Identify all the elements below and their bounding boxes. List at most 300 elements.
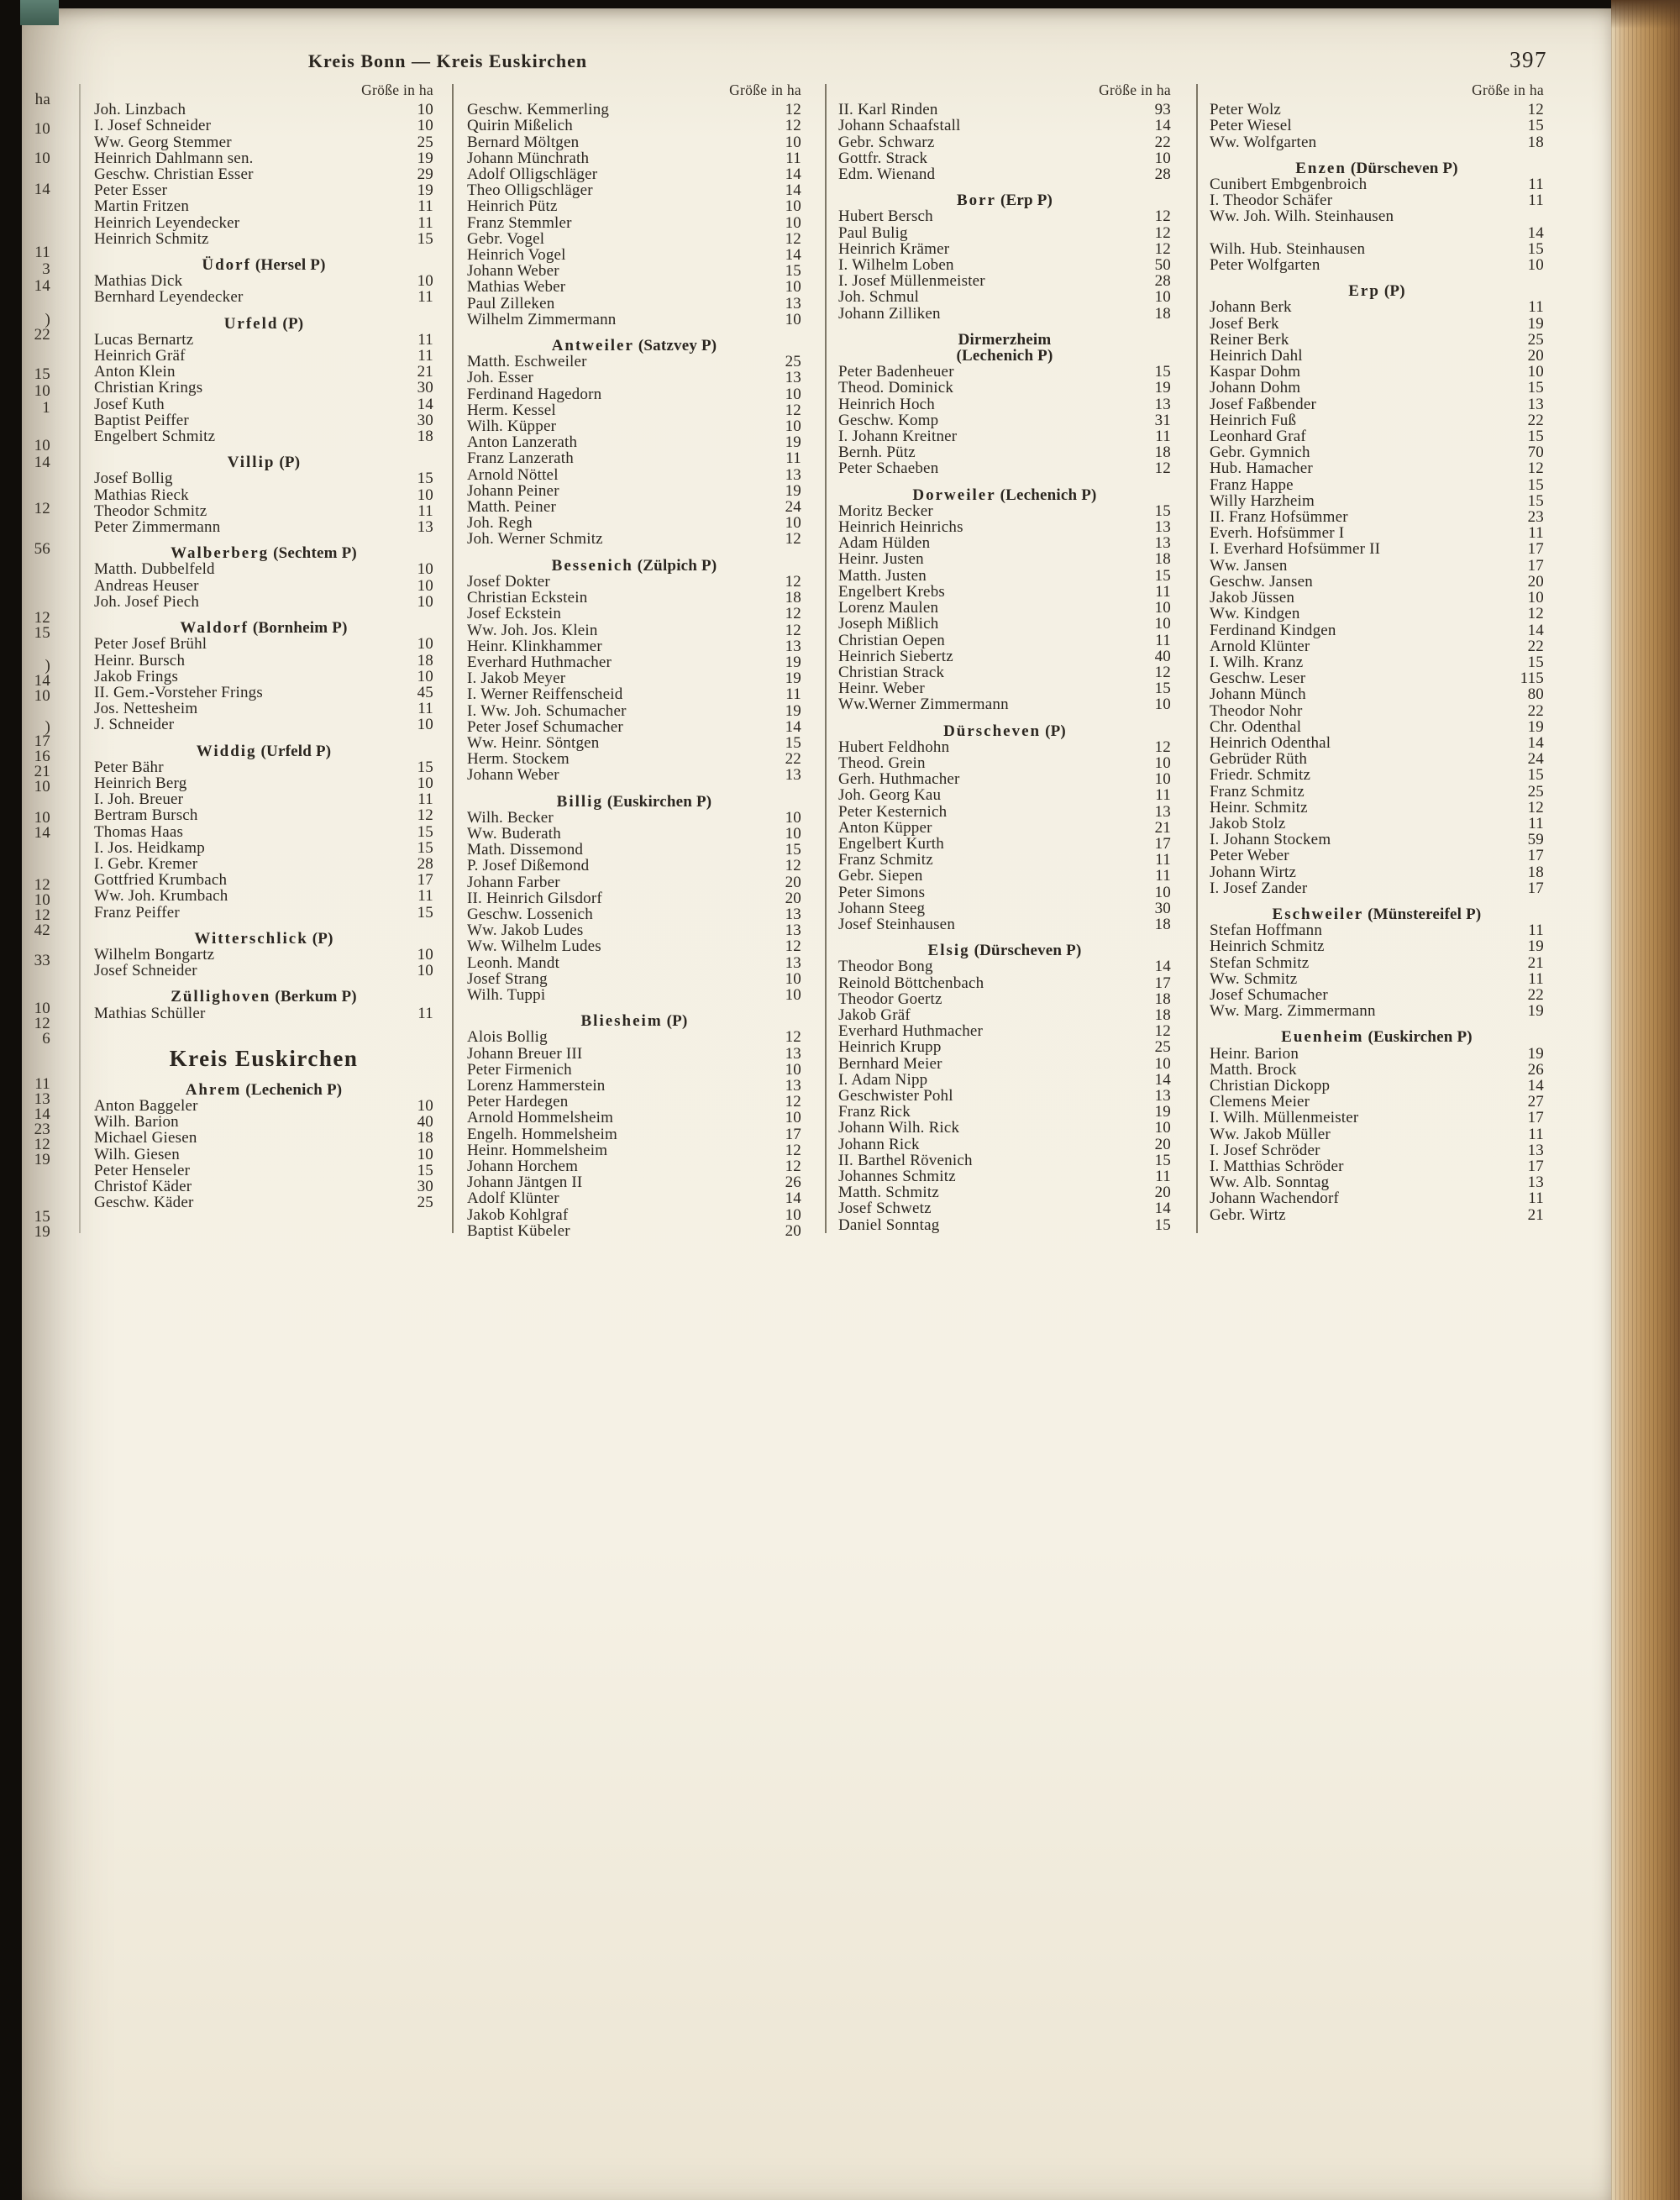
gutter-number: 12 [34,1015,50,1032]
column-4 [1210,82,1544,1223]
gutter-number: 14 [34,824,50,842]
owner-entry [838,396,1171,412]
owner-name: Adolf Olligschläger [467,166,598,183]
owner-name: Lucas Bernartz [94,331,194,349]
owner-name: I. Gebr. Kremer [94,855,198,873]
owner-name: Cunibert Embgenbroich [1210,176,1368,193]
size-ha-value: 11 [1155,867,1171,885]
owner-entry [94,1195,433,1210]
owner-name: Clemens Meier [1210,1094,1310,1111]
owner-name: Josef Schumacher [1210,986,1328,1004]
owner-entry [94,428,433,444]
section-heading-line: Antweiler (Satzvey P) [551,337,717,355]
owner-name: Peter Bähr [94,759,164,775]
owner-entry [1210,208,1544,240]
owner-entry [94,503,433,519]
size-ha-value: 10 [1527,363,1544,381]
owner-name: Anton Baggeler [94,1097,198,1115]
owner-name: Herm. Stockem [467,751,570,768]
owner-name: Heinrich Pütz [467,198,558,215]
owner-entry [467,450,801,466]
section-heading [94,545,433,561]
owner-name: Baptist Kübeler [467,1222,570,1240]
size-ha-value: 17 [1154,974,1171,992]
size-ha-value: 15 [417,758,433,776]
place-name: Eschweiler [1272,905,1364,923]
owner-name: Heinrich Odenthal [1210,734,1331,752]
owner-name: Ww. Alb. Sonntag [1210,1174,1330,1191]
gutter-number: 12 [34,609,50,627]
owner-name: Everh. Hofsümmer I [1210,525,1345,542]
owner-entry [838,1039,1171,1055]
owner-entry [1210,241,1544,257]
size-ha-value: 11 [1528,298,1544,317]
size-ha-value: 10 [417,117,433,135]
owner-name: Geschw. Lossenich [467,906,593,923]
owner-name: Mathias Weber [467,279,566,296]
gutter-number: 6 [42,1030,50,1047]
size-ha-value: 11 [417,213,433,232]
size-ha-value: 27 [1527,1093,1544,1111]
size-ha-value: 10 [417,774,433,792]
owner-name: Heinrich Krupp [838,1039,942,1056]
owner-name: Geschw. Leser [1210,670,1306,687]
size-ha-value: 11 [785,685,801,704]
owner-entry [467,354,801,370]
owner-name: Heinrich Hoch [838,396,935,412]
size-ha-value: 10 [1154,770,1171,789]
column-rule [825,84,827,1233]
owner-name: Joseph Mißlich [838,616,939,633]
section-heading [94,989,433,1005]
owner-name: I. Ww. Joh. Schumacher [467,702,627,719]
owner-entry [838,975,1171,991]
owner-name: Heinrich Dahlmann sen. [94,150,254,167]
owner-entry [467,1190,801,1206]
owner-name: Peter Zimmermann [94,519,221,536]
owner-name: Wilh. Barion [94,1114,179,1131]
owner-entry [467,483,801,499]
place-name: Waldorf [180,619,249,638]
owner-entry [838,1200,1171,1216]
owner-name: Chr. Odenthal [1210,718,1302,735]
size-ha-value: 10 [417,962,433,980]
size-ha-value: 15 [1154,363,1171,381]
size-ha-value: 11 [417,501,433,520]
owner-entry [1210,654,1544,670]
size-ha-value: 14 [417,395,433,413]
size-ha-value: 19 [785,701,801,720]
owner-entry [1210,118,1544,134]
owner-entry [1210,477,1544,493]
owner-entry [94,840,433,856]
size-ha-value: 10 [417,945,433,963]
owner-entry [838,166,1171,182]
owner-name: I. Wilhelm Loben [838,257,954,274]
gutter-number: 10 [34,150,50,167]
size-ha-value: 22 [1154,133,1171,151]
owner-entry [838,1072,1171,1088]
size-ha-value: 10 [785,985,801,1004]
owner-name: Peter Weber [1210,848,1289,864]
owner-entry [1210,396,1544,412]
size-ha-value: 14 [1527,621,1544,639]
owner-entry [467,858,801,874]
owner-entry [838,364,1171,380]
owner-name: Theod. Grein [838,754,926,772]
owner-entry [838,380,1171,396]
owner-entry [94,578,433,594]
owner-name: Josef Dokter [467,573,550,591]
place-name: Euenheim [1281,1028,1364,1047]
gutter-number: 22 [34,326,50,344]
owner-entry [467,1142,801,1158]
owner-entry [467,719,801,735]
section-heading-line: Widdig (Urfeld P) [196,742,332,760]
owner-name: Johann Jäntgen II [467,1174,583,1191]
gutter-number: 17 [34,732,50,750]
place-name: Erp [1348,282,1380,301]
size-ha-value: 15 [417,822,433,841]
place-name: Elsig [927,942,970,960]
owner-entry [1210,460,1544,476]
gutter-number: ) [45,311,50,328]
size-ha-value: 11 [1155,851,1171,869]
owner-entry [467,134,801,150]
size-ha-value: 17 [1527,1158,1544,1175]
owner-entry [1210,606,1544,622]
owner-entry [838,134,1171,150]
size-ha-value: 11 [1155,786,1171,805]
owner-name: Engelbert Kurth [838,835,944,853]
size-ha-value: 12 [1527,459,1544,478]
owner-entry [467,1110,801,1126]
gutter-number: 14 [34,277,50,295]
owner-entry [838,804,1171,820]
owner-name: Jakob Frings [94,668,179,685]
size-ha-value: 13 [1154,395,1171,413]
owner-name: Matth. Dubbelfeld [94,561,215,578]
section-heading-line: Züllighoven (Berkum P) [171,988,357,1006]
owner-name: Daniel Sonntag [838,1216,940,1233]
size-ha-value: 12 [1154,239,1171,258]
owner-name: Johann Berk [1210,299,1292,316]
owner-entry [838,289,1171,305]
owner-entry [838,568,1171,584]
size-ha-value: 10 [417,486,433,504]
owner-name: Johann Weber [467,767,559,784]
size-ha-value: 15 [785,733,801,752]
section-heading [1210,160,1544,176]
owner-name: Anton Küpper [838,819,932,836]
owner-entry [1210,134,1544,150]
owner-entry [838,958,1171,974]
owner-name: II. Gem.-Vorsteher Frings [94,684,263,701]
size-ha-value: 10 [1527,589,1544,607]
size-ha-value: 13 [785,294,801,312]
owner-name: Jakob Jüssen [1210,590,1295,606]
size-ha-value: 18 [1154,444,1171,462]
size-ha-value: 21 [1527,953,1544,972]
size-ha-value: 11 [1528,814,1544,832]
owner-name: Johannes Schmitz [838,1168,956,1185]
size-ha-value: 10 [785,278,801,297]
place-name: Bliesheim [580,1012,663,1031]
owner-entry [838,257,1171,273]
size-ha-value: 28 [1154,272,1171,291]
owner-entry [838,616,1171,632]
size-ha-value: 13 [1154,802,1171,821]
owner-name: Moritz Becker [838,502,933,520]
owner-name: Gebr. Schwarz [838,134,935,150]
owner-entry [838,118,1171,134]
owner-name: Franz Rick [838,1104,911,1121]
section-heading [467,1013,801,1029]
owner-entry [838,680,1171,696]
size-ha-value: 10 [417,667,433,685]
owner-name: Josef Kuth [94,396,165,412]
size-ha-value: 19 [785,669,801,688]
place-name: Dürscheven [943,722,1042,740]
owner-name: P. Josef Dißemond [467,858,590,874]
owner-name: Peter Josef Schumacher [467,718,623,735]
owner-entry [838,1153,1171,1168]
owner-entry [1210,444,1544,460]
size-ha-value: 29 [417,165,433,184]
owner-name: Stefan Hoffmann [1210,922,1323,939]
section-heading-line: Waldorf (Bornheim P) [180,619,348,638]
owner-name: Ww. Joh. Jos. Klein [467,622,598,638]
owner-entry [94,1114,433,1130]
owner-entry [94,594,433,610]
size-ha-value: 22 [785,750,801,769]
owner-name: Christian Strack [838,664,945,681]
size-ha-value: 11 [1528,524,1544,543]
owner-name: Hub. Hamacher [1210,460,1313,477]
owner-entry [838,1104,1171,1120]
size-ha-value: 10 [417,1096,433,1115]
owner-name: Heinr. Hommelsheim [467,1142,608,1158]
owner-entry [838,306,1171,322]
section-heading-line: Euenheim (Euskirchen P) [1281,1028,1473,1047]
owner-entry [94,759,433,775]
owner-name: Adolf Klünter [467,1190,559,1207]
owner-entry [467,922,801,938]
owner-name: Peter Josef Brühl [94,636,207,653]
owner-entry [94,701,433,717]
owner-name: Johann Farber [467,874,560,890]
owner-entry [94,519,433,535]
size-ha-value: 18 [785,589,801,607]
owner-name: Engelbert Schmitz [94,428,216,445]
column-rule [79,84,81,1233]
owner-entry [467,118,801,134]
size-ha-value: 10 [1154,615,1171,633]
place-name: Walberberg [171,544,270,563]
owner-name: Josef Eckstein [467,606,562,622]
size-ha-value: 10 [1527,256,1544,275]
owner-name: Franz Stemmler [467,214,572,231]
owner-name: Christian Dickopp [1210,1077,1331,1095]
owner-entry [94,717,433,732]
owner-name: Lorenz Maulen [838,600,939,617]
owner-name: Heinrich Vogel [467,247,566,264]
owner-entry [94,653,433,669]
size-ha-value: 10 [785,1205,801,1224]
owner-name: Josef Steinhausen [838,916,956,933]
size-ha-value: 20 [785,873,801,891]
size-ha-value: 18 [417,428,433,446]
owner-name: Ww. Kindgen [1210,606,1300,622]
size-ha-value: 10 [417,560,433,579]
owner-entry [838,428,1171,444]
owner-name: Heinrich Dahl [1210,348,1303,365]
owner-entry [1210,816,1544,832]
owner-name: I. Jakob Meyer [467,670,566,687]
size-ha-value: 12 [1527,798,1544,816]
owner-entry [1210,832,1544,848]
size-ha-value: 18 [417,651,433,669]
owner-entry [1210,1078,1544,1094]
size-ha-value: 19 [417,149,433,167]
owner-name: Jakob Gräf [838,1006,911,1024]
owner-entry [94,947,433,963]
size-ha-value: 12 [785,605,801,623]
owner-name: Theodor Bong [838,958,933,975]
size-ha-value: 11 [1155,582,1171,601]
size-ha-value: 17 [785,1125,801,1143]
owner-entry [1210,1126,1544,1142]
owner-name: Johann Steeg [838,900,926,916]
size-ha-value: 17 [1527,879,1544,897]
owner-name: Math. Dissemond [467,842,584,858]
owner-name: Everhard Huthmacher [467,654,612,671]
owner-entry [467,767,801,783]
gutter-number: 12 [34,1136,50,1153]
owner-entry [467,279,801,295]
size-ha-value: 20 [1154,1184,1171,1202]
owner-name: Wilh. Tuppi [467,986,546,1004]
size-ha-value: 12 [785,1141,801,1159]
owner-name: Engelh. Hommelsheim [467,1126,617,1142]
place-name: Widdig [196,742,257,760]
section-heading-line: Bessenich (Zülpich P) [551,556,717,575]
owner-entry [467,102,801,118]
owner-name: Peter Schaeben [838,460,939,477]
owner-entry [838,755,1171,771]
owner-entry [1210,299,1544,315]
owner-entry [1210,922,1544,938]
size-ha-value: 12 [1527,101,1544,119]
owner-entry [838,503,1171,519]
owner-entry [1210,1158,1544,1174]
size-ha-value: 15 [785,262,801,281]
owner-entry [94,963,433,979]
owner-entry [838,444,1171,460]
section-heading [94,316,433,332]
owner-name: Heinrich Schmitz [94,230,209,248]
size-ha-value: 13 [1154,1086,1171,1105]
owner-name: Ferdinand Hagedorn [467,386,602,402]
owner-name: Wilh. Küpper [467,418,557,435]
owner-entry [1210,509,1544,525]
owner-name: Christian Oepen [838,632,946,648]
owner-name: Johann Weber [467,263,559,280]
owner-entry [467,590,801,606]
owner-name: Bernhard Leyendecker [94,289,244,306]
gutter-number: 15 [34,1208,50,1226]
owner-entry [838,1088,1171,1104]
owner-name: Gottfr. Strack [838,150,928,167]
owner-entry [94,905,433,921]
gutter-number: 12 [34,500,50,517]
owner-name: Lorenz Hammerstein [467,1077,606,1095]
owner-name: Heinrich Berg [94,774,187,792]
owner-name: Geschw. Jansen [1210,573,1313,591]
owner-name: Stefan Schmitz [1210,954,1310,971]
section-heading-line: Üdorf (Hersel P) [202,256,326,275]
owner-entry [467,312,801,328]
section-heading [94,257,433,273]
size-ha-value: 10 [785,969,801,988]
owner-entry [1210,784,1544,800]
gutter-number: 14 [34,454,50,471]
owner-entry [838,916,1171,932]
owner-entry [467,418,801,434]
owner-entry [467,198,801,214]
size-ha-value: 18 [1154,915,1171,933]
owner-name: Leonhard Graf [1210,428,1306,445]
size-ha-value: 18 [1527,133,1544,151]
owner-name: Johann Wachendorf [1210,1190,1339,1207]
size-ha-value: 40 [1154,647,1171,665]
size-ha-value: 19 [417,181,433,200]
owner-name: I. Josef Zander [1210,879,1308,896]
size-ha-value: 10 [785,417,801,436]
size-ha-value: 13 [785,637,801,655]
owner-name: Peter Wolfgarten [1210,257,1320,274]
size-ha-value: 30 [417,1177,433,1195]
size-ha-value: 15 [1154,1151,1171,1169]
owner-entry [1210,735,1544,751]
owner-name: Gebr. Wirtz [1210,1206,1286,1223]
gutter-number: 23 [34,1121,50,1138]
owner-entry [94,1179,433,1195]
owner-name: Gebr. Siepen [838,868,923,885]
size-ha-value: 10 [785,133,801,151]
owner-name: Peter Firmenich [467,1061,572,1078]
owner-entry [94,669,433,685]
size-ha-value: 17 [417,871,433,890]
owner-entry [1210,938,1544,954]
owner-entry [1210,1190,1544,1206]
size-ha-value: 15 [1527,491,1544,510]
size-ha-value: 50 [1154,256,1171,275]
owner-entry [94,289,433,305]
owner-name: Ferdinand Kindgen [1210,622,1336,638]
size-ha-value: 10 [417,1145,433,1163]
owner-entry [467,670,801,686]
owner-entry [467,1062,801,1078]
owner-entry [467,215,801,231]
owner-entry [467,1207,801,1223]
size-ha-value: 12 [785,621,801,639]
owner-entry [1210,348,1544,364]
owner-name: Jakob Kohlgraf [467,1206,569,1223]
size-ha-value: 17 [1527,1109,1544,1127]
owner-name: Everhard Huthmacher [838,1023,984,1040]
size-ha-value: 13 [785,766,801,785]
